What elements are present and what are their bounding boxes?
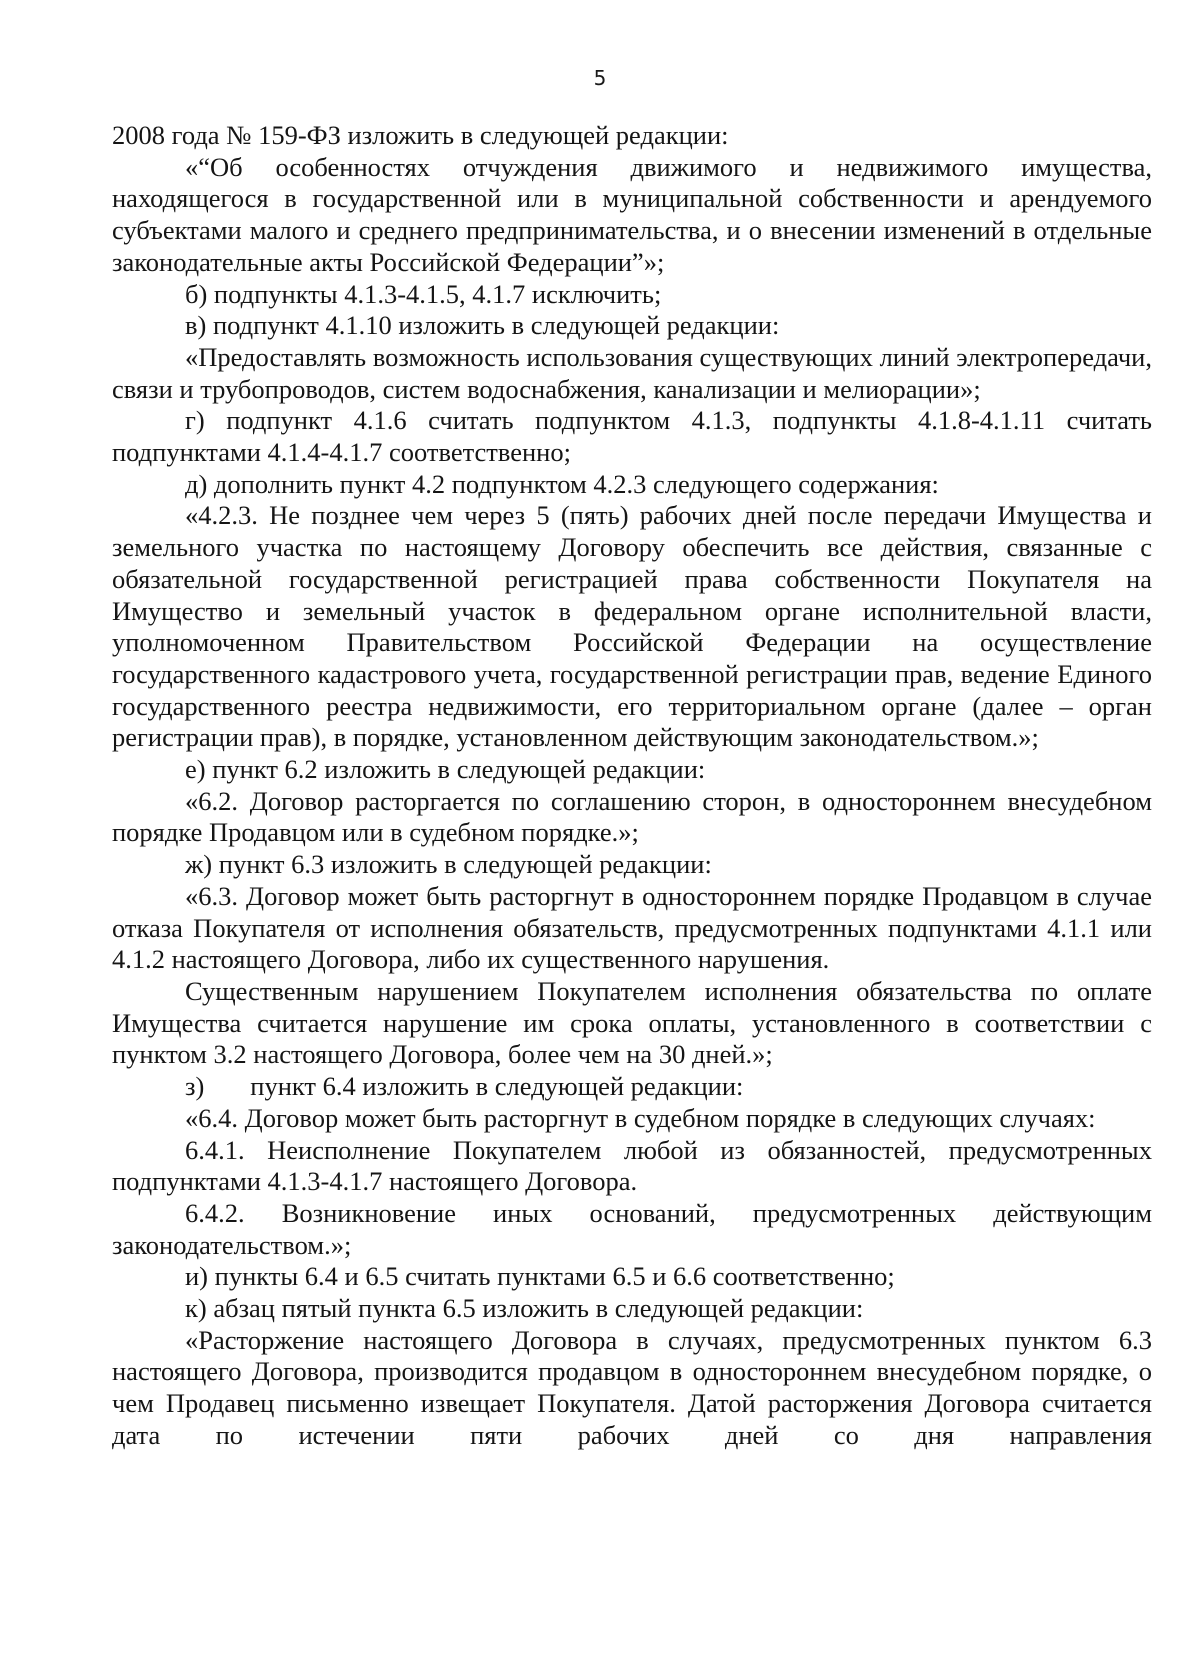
paragraph-quote-4-2-3: «4.2.3. Не позднее чем через 5 (пять) рабочих дней после передачи Имущества и земельного участка по настоящему Договору обеспечить все действия, связанные с обязательной государственной регистрацией права собственности Покупателя на Имущество и земельный участок в федеральном органе исполнительной власти, уполномоченном Правительством Российской Федерации на осуществление государственного кадастрового учета, государственной регистрации прав, ведение Единого государственного реестра недвижимости, его территориальном органе (далее – орган регистрации прав), в порядке, установленном действующим законодательством.»; (112, 500, 1152, 753)
page-number: 5 (593, 66, 607, 90)
paragraph-item-e: е) пункт 6.2 изложить в следующей редакции: (185, 754, 706, 785)
paragraph-continuation: 2008 года № 159-ФЗ изложить в следующей редакции: (112, 120, 729, 150)
item-z-marker: з) (185, 1071, 205, 1102)
paragraph-6-4-1: 6.4.1. Неисполнение Покупателем любой из обязанностей, предусмотренных подпунктами 4.1.3-4.1.7 настоящего Договора. (112, 1134, 1152, 1197)
paragraph-item-g: г) подпункт 4.1.6 считать подпунктом 4.1.3, подпункты 4.1.8-4.1.11 считать подпунктами 4.1.4-4.1.7 соответственно; (112, 405, 1152, 468)
paragraph-quote-6-2: «6.2. Договор расторгается по соглашению сторон, в одностороннем внесудебном порядке Продавцом или в судебном порядке.»; (112, 785, 1152, 848)
document-body (112, 120, 1152, 1452)
paragraph-quote-4-1-10: «Предоставлять возможность использования существующих линий электропередачи, связи и трубопроводов, систем водоснабжения, канализации и мелиорации»; (112, 341, 1152, 404)
paragraph-quoted-title: «“Об особенностях отчуждения движимого и недвижимого имущества, находящегося в государственной или в муниципальной собственности и арендуемого субъектами малого и среднего предпринимательства, и о внесении изменений в отдельные законодательные акты Российской Федерации”»; (112, 151, 1152, 277)
paragraph-material-breach: Существенным нарушением Покупателем исполнения обязательства по оплате Имущества считается нарушение им срока оплаты, установленного в соответствии с пунктом 3.2 настоящего Договора, более чем на 30 дней.»; (112, 975, 1152, 1070)
paragraph-item-v: в) подпункт 4.1.10 изложить в следующей редакции: (185, 310, 780, 341)
paragraph-quote-6-3: «6.3. Договор может быть расторгнут в одностороннем порядке Продавцом в случае отказа Покупателя от исполнения обязательств, предусмотренных подпунктами 4.1.1 или 4.1.2 настоящего Договора, либо их существенного нарушения. (112, 880, 1152, 975)
paragraph-item-b: б) подпункты 4.1.3-4.1.5, 4.1.7 исключить; (185, 278, 662, 309)
paragraph-item-zh: ж) пункт 6.3 изложить в следующей редакции: (185, 849, 712, 880)
paragraph-item-k: к) абзац пятый пункта 6.5 изложить в следующей редакции: (185, 1293, 864, 1324)
paragraph-item-i: и) пункты 6.4 и 6.5 считать пунктами 6.5 и 6.6 соответственно; (185, 1261, 895, 1292)
item-z-text: пункт 6.4 изложить в следующей редакции: (250, 1071, 744, 1102)
paragraph-quote-termination: «Расторжение настоящего Договора в случаях, предусмотренных пунктом 6.3 настоящего Договора, производится продавцом в одностороннем внесудебном порядке, о чем Продавец письменно извещает Покупателя. Датой расторжения Договора считается дата по истечении пяти рабочих дней со дня направления (112, 1324, 1152, 1450)
paragraph-item-z (112, 1071, 1152, 1103)
paragraph-item-d: д) дополнить пункт 4.2 подпунктом 4.2.3 следующего содержания: (185, 468, 939, 499)
paragraph-quote-6-4: «6.4. Договор может быть расторгнут в судебном порядке в следующих случаях: (185, 1102, 1096, 1133)
paragraph-6-4-2: 6.4.2. Возникновение иных оснований, предусмотренных действующим законодательством.»; (112, 1197, 1152, 1260)
